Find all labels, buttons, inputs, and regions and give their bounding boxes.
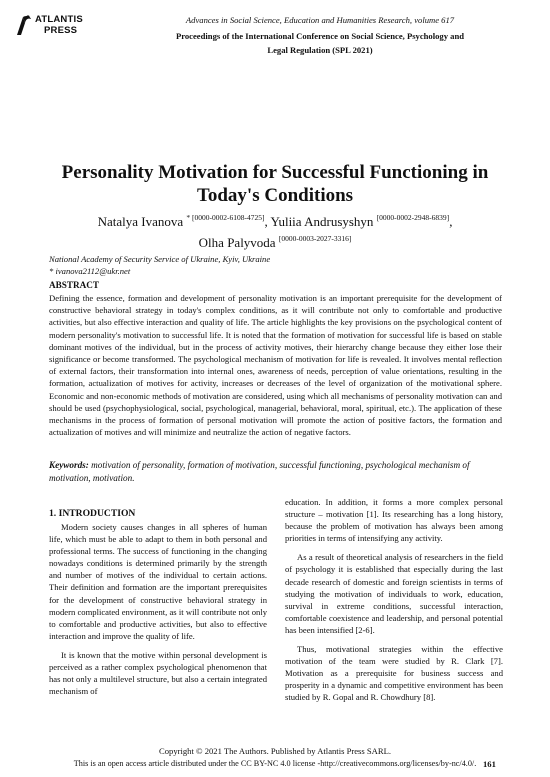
paragraph: Modern society causes changes in all spheres of human life, which must be able to adapt to them in both personal and professional terms. The success of functioning in the changing nowadays conditions is determined primarily by the strength and number of motives of the individual to certain actions. Their definition and formation are the important prerequisites for the development of constructive behavioral strategy in modern complicated environment, as it will contribute not only to comfortable and productive activities, but also to effective interaction and improve the quality of life. — [49, 522, 267, 641]
paper-title-line2: Today's Conditions — [196, 185, 354, 206]
author-name: Yuliia Andrusyshyn — [270, 214, 374, 229]
section-heading-introduction: 1. INTRODUCTION — [49, 508, 136, 519]
abstract-heading: ABSTRACT — [49, 280, 100, 290]
page-number: 161 — [483, 759, 496, 769]
logo-word-atlantis: ATLANTIS — [35, 14, 83, 25]
author-name: Olha Palyvoda — [198, 235, 276, 250]
copyright-notice: Copyright © 2021 The Authors. Published by Atlantis Press SARL. — [159, 746, 391, 756]
author-name: Natalya Ivanova — [97, 214, 184, 229]
keywords-label: Keywords: — [49, 460, 89, 470]
body-column-right — [285, 496, 503, 711]
logo-word-press: PRESS — [44, 25, 78, 36]
keywords — [49, 459, 502, 484]
keywords-text: motivation of personality, formation of motivation, successful functioning, psychological mechanism of motivation, motivation. — [49, 460, 470, 483]
corresponding-email[interactable]: * ivanova2112@ukr.net — [49, 265, 131, 276]
corresponding-mark: * — [186, 213, 191, 222]
paragraph: education. In addition, it forms a more complex personal structure – motivation [1]. Its researching has a long history, because the problem of motivation has always been among priorities in terms of intensifying any activity. — [285, 497, 503, 544]
author-list: Natalya Ivanova $^{* [0000-0002-6108-4725]}$, Yuliia Andrusyshyn [0000-0002-2948-6839], Olha Palyvoda [0000-0003-2027-3316] — [97, 213, 453, 250]
proceedings-title-line1: Proceedings of the International Conference on Social Science, Psychology and — [175, 31, 465, 41]
paragraph: As a result of theoretical analysis of researchers in the field of psychology it is established that especially during the last decade research of domestic and foreign scientists in terms of studying the motivation of individuals to work, education, survival in extreme conditions, successful interaction, comfortable coexistence and leadership, and personal potential has been intensified [2-6]. — [285, 552, 503, 635]
author-orcid[interactable]: [0000-0002-6108-4725] — [191, 213, 265, 222]
paper-title-line1: Personality Motivation for Successful Functioning in — [61, 162, 489, 183]
abstract-text: Defining the essence, formation and development of personality motivation is an important prerequisite for the development of constructive behavioral strategy in today's complex conditions, as it will contribute not only to comfortable and productive activities, but also effective interaction and quality of life. The article highlights the key provisions on the psychological content of modern personality's motivation to successful life. It is noted that the formation of motivation for successful life is based on stable dominant motives of the individual, but in the process of activity motives, their hierarchy change because they either lose their significance or become transformed. The psychological mechanism of motivation for life is revealed. It involves mental reflection of external factors, their transformation into internal ones, awareness of needs, perception of value orientations, resulting in the formation, actualization of motives for activity, increases or decreases of the level of organization of the motivational sphere. Economic and non-economic methods of motivation are considered, using which all mechanisms of personality motivation can and should be used (psychophysiological, social, psychological, managerial, behavioral, moral, spiritual, etc.). The application of these mechanisms in the process of formation of personal motivation will promote the action of positive factors, the formation and actualization of motives and will minimize and neutralize the action of negative factors. — [49, 293, 502, 438]
author-orcid[interactable]: [0000-0002-2948-6839] — [376, 213, 450, 222]
paragraph: Thus, motivational strategies within the effective motivation of the team were studied by R. Clark [7]. Motivation as a prerequisite for business success and prosperity in a dynamic and competitive environment has been studied by R. Gopal and R. Chowdhury [8]. — [285, 644, 503, 703]
license-notice[interactable]: This is an open access article distributed under the CC BY-NC 4.0 license -http://creativecommons.org/licenses/by-nc/4.0/. — [73, 759, 477, 768]
body-column-left — [49, 521, 267, 704]
journal-name: Advances in Social Science, Education and Humanities Research, volume 617 — [185, 15, 455, 25]
affiliation: National Academy of Security Service of Ukraine, Kyiv, Ukraine — [49, 254, 271, 264]
proceedings-title-line2: Legal Regulation (SPL 2021) — [267, 45, 373, 55]
author-orcid[interactable]: [0000-0003-2027-3316] — [278, 234, 352, 243]
paragraph: It is known that the motive within personal development is perceived as a rather complex psychological phenomenon that has not only a multilevel structure, but also a certain integrated mechanism of — [49, 649, 267, 697]
affiliation-block — [49, 254, 270, 277]
paper-title — [30, 161, 520, 207]
